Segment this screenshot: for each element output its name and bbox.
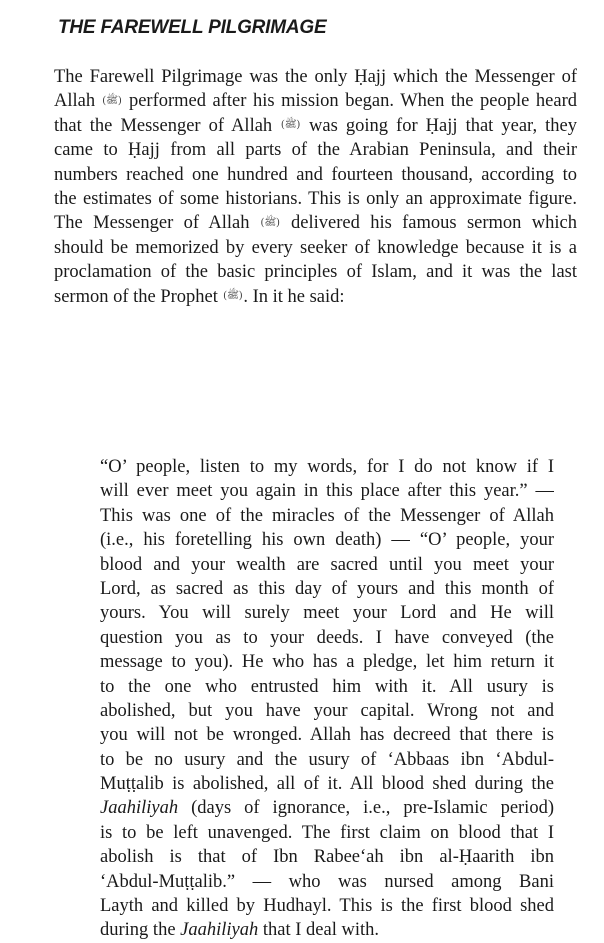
quote-line: to the one who entrusted him with it. All usury is [100, 676, 554, 697]
quote-line: abolish is that of Ibn Rabee‘ah ibn al-Ḥaarith ibn [100, 847, 554, 868]
quote-line: Lord, as sacred as this day of yours and this month of [100, 578, 554, 599]
intro-line: proclamation of the basic principles of Islam, and it was the last [54, 262, 577, 283]
salutation-glyph-icon: (ﷺ) [281, 119, 300, 131]
italic-term: Jaahiliyah [100, 798, 179, 819]
intro-line: sermon of the Prophet (ﷺ). In it he said: [54, 285, 577, 309]
intro-paragraph [54, 65, 577, 309]
quote-line: Muṭṭalib is abolished, all of it. All blood shed during the [100, 774, 554, 795]
salutation-glyph-icon: (ﷺ) [223, 290, 243, 302]
quote-line: blood and your wealth are sacred until you meet your [100, 554, 554, 575]
intro-line: The Messenger of Allah (ﷺ) delivered his famous sermon which [54, 211, 577, 235]
intro-line: the estimates of some historians. This is only an approximate figure. [54, 188, 577, 209]
quote-line: Jaahiliyah (days of ignorance, i.e., pre-Islamic period) [100, 798, 554, 819]
quote-line: (i.e., his foretelling his own death) — “O’ people, your [100, 530, 554, 551]
quote-line: Layth and killed by Hudhayl. This is the first blood shed [100, 896, 554, 917]
quote-line: during the Jaahiliyah that I deal with. [100, 920, 379, 941]
quote-line: This was one of the miracles of the Messenger of Allah [100, 505, 554, 526]
salutation-glyph-icon: (ﷺ) [102, 94, 122, 106]
intro-line: The Farewell Pilgrimage was the only Ḥajj which the Messenger of [54, 67, 577, 87]
intro-line: Allah (ﷺ) performed after his mission began. When the people heard [54, 89, 577, 113]
quote-line: is to be left unavenged. The first claim on blood that I [100, 822, 554, 843]
section-heading: THE FAREWELL PILGRIMAGE [58, 17, 327, 38]
intro-line: that the Messenger of Allah (ﷺ) was going for Ḥajj that year, they [54, 114, 577, 138]
salutation-glyph-icon: (ﷺ) [260, 216, 280, 228]
intro-line: should be memorized by every seeker of knowledge because it is a [54, 237, 577, 258]
italic-term: Jaahiliyah [180, 920, 259, 941]
quote-line: you will not be wronged. Allah has decreed that there is [100, 725, 554, 746]
intro-line: came to Ḥajj from all parts of the Arabian Peninsula, and their [54, 140, 577, 161]
quote-line: to be no usury and the usury of ‘Abbaas ibn ‘Abdul- [100, 749, 554, 770]
quote-line: will ever meet you again in this place after this year.” — [100, 481, 554, 502]
quote-line: ‘Abdul-Muṭṭalib.” — who was nursed among Bani [100, 871, 554, 892]
quote-line: abolished, but you have your capital. Wrong not and [100, 700, 554, 721]
sermon-block-quote [100, 455, 554, 943]
quote-line: yours. You will surely meet your Lord and He will [100, 603, 554, 624]
intro-line: numbers reached one hundred and fourteen thousand, according to [54, 164, 577, 185]
quote-line: question you as to your deeds. I have conveyed (the [100, 627, 554, 648]
quote-line: message to you). He who has a pledge, let him return it [100, 652, 554, 673]
quote-line: “O’ people, listen to my words, for I do not know if I [100, 457, 554, 477]
